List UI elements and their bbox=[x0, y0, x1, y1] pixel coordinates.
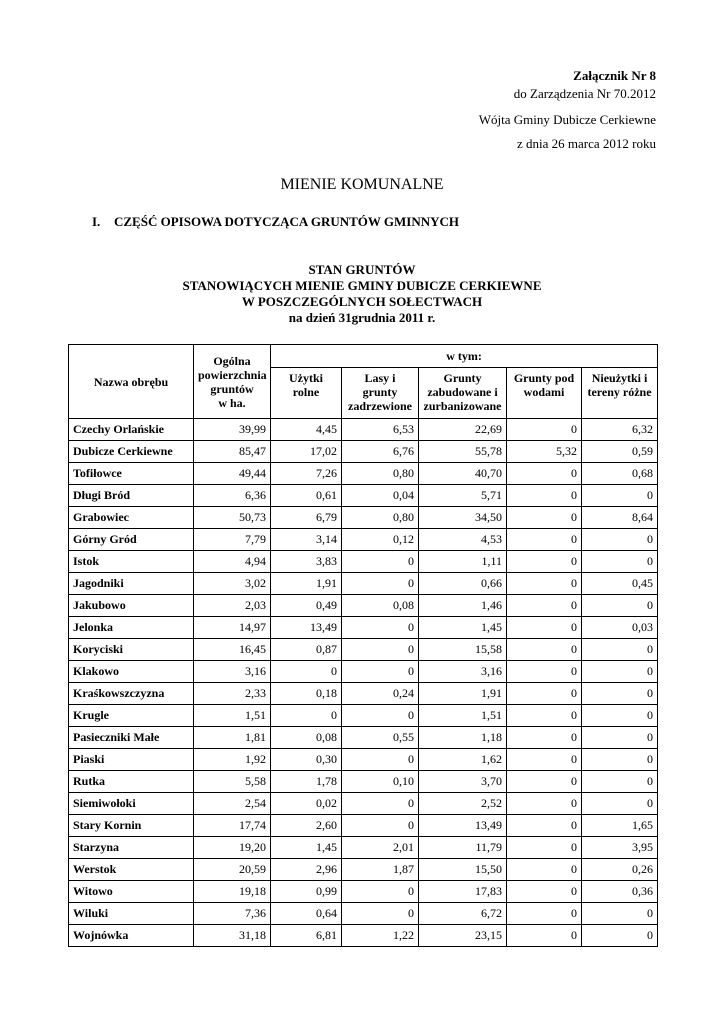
cell-built-up: 55,78 bbox=[419, 441, 507, 463]
cell-forest: 0 bbox=[342, 793, 419, 815]
cell-forest: 0 bbox=[342, 573, 419, 595]
cell-name: Jagodniki bbox=[69, 573, 194, 595]
cell-name: Rutka bbox=[69, 771, 194, 793]
cell-forest: 0 bbox=[342, 617, 419, 639]
cell-name: Krugle bbox=[69, 705, 194, 727]
cell-total: 14,97 bbox=[194, 617, 271, 639]
cell-name: Istok bbox=[69, 551, 194, 573]
cell-wasteland: 0,59 bbox=[582, 441, 658, 463]
table-row bbox=[69, 507, 658, 529]
cell-agricultural: 7,26 bbox=[271, 463, 342, 485]
cell-forest: 0 bbox=[342, 749, 419, 771]
cell-total: 3,02 bbox=[194, 573, 271, 595]
cell-agricultural: 0,87 bbox=[271, 639, 342, 661]
table-row bbox=[69, 441, 658, 463]
cell-agricultural: 4,45 bbox=[271, 419, 342, 441]
cell-built-up: 1,18 bbox=[419, 727, 507, 749]
annex-number: Załącznik Nr 8 bbox=[573, 68, 656, 83]
cell-wasteland: 0 bbox=[582, 551, 658, 573]
cell-wasteland: 0 bbox=[582, 749, 658, 771]
cell-total: 2,54 bbox=[194, 793, 271, 815]
cell-total: 5,58 bbox=[194, 771, 271, 793]
page-title: MIENIE KOMUNALNE bbox=[280, 176, 444, 193]
cell-agricultural: 0,30 bbox=[271, 749, 342, 771]
cell-water: 0 bbox=[507, 529, 582, 551]
cell-water: 0 bbox=[507, 573, 582, 595]
cell-built-up: 1,91 bbox=[419, 683, 507, 705]
cell-agricultural: 3,83 bbox=[271, 551, 342, 573]
cell-built-up: 22,69 bbox=[419, 419, 507, 441]
table-row bbox=[69, 815, 658, 837]
table-title-line: STANOWIĄCYCH MIENIE GMINY DUBICZE CERKIEWNE bbox=[182, 278, 542, 293]
table-row bbox=[69, 529, 658, 551]
cell-agricultural: 0 bbox=[271, 661, 342, 683]
cell-name: Górny Gród bbox=[69, 529, 194, 551]
table-row bbox=[69, 595, 658, 617]
table-row bbox=[69, 705, 658, 727]
table-row bbox=[69, 485, 658, 507]
cell-wasteland: 1,65 bbox=[582, 815, 658, 837]
cell-total: 2,33 bbox=[194, 683, 271, 705]
cell-forest: 0 bbox=[342, 551, 419, 573]
cell-wasteland: 8,64 bbox=[582, 507, 658, 529]
cell-total: 2,03 bbox=[194, 595, 271, 617]
cell-agricultural: 0,18 bbox=[271, 683, 342, 705]
cell-name: Grabowiec bbox=[69, 507, 194, 529]
cell-water: 0 bbox=[507, 925, 582, 947]
col-header-forest: Lasy i grunty zadrzewione bbox=[342, 368, 419, 419]
cell-total: 1,51 bbox=[194, 705, 271, 727]
cell-built-up: 17,83 bbox=[419, 881, 507, 903]
cell-total: 17,74 bbox=[194, 815, 271, 837]
cell-forest: 0,04 bbox=[342, 485, 419, 507]
cell-name: Klakowo bbox=[69, 661, 194, 683]
cell-water: 0 bbox=[507, 463, 582, 485]
cell-wasteland: 6,32 bbox=[582, 419, 658, 441]
land-table bbox=[68, 344, 658, 947]
cell-water: 0 bbox=[507, 485, 582, 507]
cell-name: Czechy Orlańskie bbox=[69, 419, 194, 441]
cell-built-up: 40,70 bbox=[419, 463, 507, 485]
cell-built-up: 11,79 bbox=[419, 837, 507, 859]
cell-water: 0 bbox=[507, 793, 582, 815]
cell-total: 16,45 bbox=[194, 639, 271, 661]
cell-water: 0 bbox=[507, 771, 582, 793]
cell-agricultural: 0,64 bbox=[271, 903, 342, 925]
cell-forest: 0 bbox=[342, 639, 419, 661]
cell-forest: 0 bbox=[342, 815, 419, 837]
cell-forest: 0 bbox=[342, 705, 419, 727]
col-header-water: Grunty pod wodami bbox=[507, 368, 582, 419]
cell-water: 0 bbox=[507, 727, 582, 749]
cell-wasteland: 0 bbox=[582, 925, 658, 947]
section-heading bbox=[92, 214, 459, 230]
col-header-built-up: Grunty zabudowane i zurbanizowane bbox=[419, 368, 507, 419]
table-row bbox=[69, 727, 658, 749]
cell-built-up: 3,70 bbox=[419, 771, 507, 793]
cell-wasteland: 0 bbox=[582, 661, 658, 683]
col-header-total: Ogólna powierzchnia gruntów w ha. bbox=[194, 345, 271, 419]
table-title-line: STAN GRUNTÓW bbox=[308, 262, 416, 277]
cell-forest: 0 bbox=[342, 903, 419, 925]
cell-built-up: 1,11 bbox=[419, 551, 507, 573]
cell-water: 0 bbox=[507, 639, 582, 661]
cell-water: 5,32 bbox=[507, 441, 582, 463]
cell-agricultural: 1,45 bbox=[271, 837, 342, 859]
cell-agricultural: 1,78 bbox=[271, 771, 342, 793]
cell-wasteland: 0,68 bbox=[582, 463, 658, 485]
cell-wasteland: 0 bbox=[582, 595, 658, 617]
cell-forest: 0 bbox=[342, 661, 419, 683]
cell-built-up: 0,66 bbox=[419, 573, 507, 595]
cell-built-up: 6,72 bbox=[419, 903, 507, 925]
cell-built-up: 23,15 bbox=[419, 925, 507, 947]
cell-agricultural: 13,49 bbox=[271, 617, 342, 639]
cell-forest: 6,53 bbox=[342, 419, 419, 441]
cell-name: Wiluki bbox=[69, 903, 194, 925]
cell-wasteland: 0 bbox=[582, 727, 658, 749]
cell-agricultural: 0,08 bbox=[271, 727, 342, 749]
cell-name: Tofiłowce bbox=[69, 463, 194, 485]
cell-forest: 1,22 bbox=[342, 925, 419, 947]
cell-water: 0 bbox=[507, 661, 582, 683]
cell-wasteland: 0,36 bbox=[582, 881, 658, 903]
cell-forest: 2,01 bbox=[342, 837, 419, 859]
cell-name: Stary Kornin bbox=[69, 815, 194, 837]
cell-wasteland: 0 bbox=[582, 793, 658, 815]
cell-total: 7,36 bbox=[194, 903, 271, 925]
cell-agricultural: 0,02 bbox=[271, 793, 342, 815]
cell-built-up: 15,58 bbox=[419, 639, 507, 661]
cell-total: 19,20 bbox=[194, 837, 271, 859]
cell-built-up: 34,50 bbox=[419, 507, 507, 529]
cell-total: 19,18 bbox=[194, 881, 271, 903]
cell-forest: 0 bbox=[342, 881, 419, 903]
table-row bbox=[69, 837, 658, 859]
cell-built-up: 1,62 bbox=[419, 749, 507, 771]
cell-name: Werstok bbox=[69, 859, 194, 881]
cell-water: 0 bbox=[507, 749, 582, 771]
cell-built-up: 15,50 bbox=[419, 859, 507, 881]
cell-water: 0 bbox=[507, 815, 582, 837]
table-row bbox=[69, 617, 658, 639]
cell-total: 1,81 bbox=[194, 727, 271, 749]
cell-forest: 0,12 bbox=[342, 529, 419, 551]
cell-built-up: 1,51 bbox=[419, 705, 507, 727]
table-title-line: W POSZCZEGÓLNYCH SOŁECTWACH bbox=[241, 294, 483, 309]
cell-total: 4,94 bbox=[194, 551, 271, 573]
cell-water: 0 bbox=[507, 859, 582, 881]
cell-total: 85,47 bbox=[194, 441, 271, 463]
table-row bbox=[69, 881, 658, 903]
cell-forest: 0,08 bbox=[342, 595, 419, 617]
cell-wasteland: 3,95 bbox=[582, 837, 658, 859]
table-row bbox=[69, 573, 658, 595]
cell-name: Witowo bbox=[69, 881, 194, 903]
table-row bbox=[69, 903, 658, 925]
cell-total: 49,44 bbox=[194, 463, 271, 485]
cell-name: Wojnówka bbox=[69, 925, 194, 947]
cell-wasteland: 0 bbox=[582, 529, 658, 551]
col-header-group: w tym: bbox=[271, 345, 658, 368]
cell-total: 31,18 bbox=[194, 925, 271, 947]
cell-built-up: 1,46 bbox=[419, 595, 507, 617]
cell-agricultural: 1,91 bbox=[271, 573, 342, 595]
cell-name: Dubicze Cerkiewne bbox=[69, 441, 194, 463]
table-row bbox=[69, 639, 658, 661]
cell-name: Piaski bbox=[69, 749, 194, 771]
table-row bbox=[69, 859, 658, 881]
cell-name: Starzyna bbox=[69, 837, 194, 859]
cell-water: 0 bbox=[507, 837, 582, 859]
cell-agricultural: 2,96 bbox=[271, 859, 342, 881]
table-row bbox=[69, 925, 658, 947]
cell-name: Koryciski bbox=[69, 639, 194, 661]
col-header-name: Nazwa obrębu bbox=[69, 345, 194, 419]
cell-built-up: 4,53 bbox=[419, 529, 507, 551]
cell-water: 0 bbox=[507, 595, 582, 617]
cell-built-up: 1,45 bbox=[419, 617, 507, 639]
cell-water: 0 bbox=[507, 705, 582, 727]
ordinance-reference: do Zarządzenia Nr 70.2012 bbox=[513, 86, 656, 101]
cell-total: 3,16 bbox=[194, 661, 271, 683]
cell-agricultural: 2,60 bbox=[271, 815, 342, 837]
cell-forest: 6,76 bbox=[342, 441, 419, 463]
cell-name: Kraśkowszczyzna bbox=[69, 683, 194, 705]
cell-name: Pasieczniki Małe bbox=[69, 727, 194, 749]
cell-forest: 0,80 bbox=[342, 463, 419, 485]
cell-wasteland: 0 bbox=[582, 903, 658, 925]
cell-wasteland: 0,26 bbox=[582, 859, 658, 881]
cell-agricultural: 3,14 bbox=[271, 529, 342, 551]
cell-water: 0 bbox=[507, 507, 582, 529]
cell-built-up: 3,16 bbox=[419, 661, 507, 683]
cell-forest: 0,24 bbox=[342, 683, 419, 705]
cell-water: 0 bbox=[507, 683, 582, 705]
cell-name: Siemiwołoki bbox=[69, 793, 194, 815]
cell-total: 6,36 bbox=[194, 485, 271, 507]
cell-total: 1,92 bbox=[194, 749, 271, 771]
cell-wasteland: 0,45 bbox=[582, 573, 658, 595]
cell-water: 0 bbox=[507, 419, 582, 441]
table-row bbox=[69, 793, 658, 815]
section-number: I. bbox=[92, 214, 101, 229]
cell-name: Jakubowo bbox=[69, 595, 194, 617]
table-row bbox=[69, 463, 658, 485]
cell-agricultural: 0 bbox=[271, 705, 342, 727]
cell-water: 0 bbox=[507, 617, 582, 639]
cell-built-up: 13,49 bbox=[419, 815, 507, 837]
cell-name: Jelonka bbox=[69, 617, 194, 639]
issue-date: z dnia 26 marca 2012 roku bbox=[517, 136, 656, 151]
cell-water: 0 bbox=[507, 881, 582, 903]
cell-agricultural: 0,61 bbox=[271, 485, 342, 507]
cell-forest: 1,87 bbox=[342, 859, 419, 881]
table-row bbox=[69, 771, 658, 793]
table-title-date: na dzień 31grudnia 2011 r. bbox=[288, 310, 436, 325]
cell-built-up: 5,71 bbox=[419, 485, 507, 507]
cell-forest: 0,10 bbox=[342, 771, 419, 793]
cell-name: Długi Bród bbox=[69, 485, 194, 507]
section-text: CZĘŚĆ OPISOWA DOTYCZĄCA GRUNTÓW GMINNYCH bbox=[114, 214, 460, 229]
cell-built-up: 2,52 bbox=[419, 793, 507, 815]
table-row bbox=[69, 749, 658, 771]
cell-total: 20,59 bbox=[194, 859, 271, 881]
cell-forest: 0,80 bbox=[342, 507, 419, 529]
table-row bbox=[69, 419, 658, 441]
cell-agricultural: 0,49 bbox=[271, 595, 342, 617]
table-row bbox=[69, 683, 658, 705]
cell-forest: 0,55 bbox=[342, 727, 419, 749]
cell-wasteland: 0 bbox=[582, 705, 658, 727]
table-row bbox=[69, 551, 658, 573]
cell-water: 0 bbox=[507, 903, 582, 925]
cell-agricultural: 6,81 bbox=[271, 925, 342, 947]
table-title bbox=[0, 262, 724, 326]
cell-wasteland: 0 bbox=[582, 485, 658, 507]
cell-total: 50,73 bbox=[194, 507, 271, 529]
cell-agricultural: 0,99 bbox=[271, 881, 342, 903]
col-header-wasteland: Nieużytki i tereny różne bbox=[582, 368, 658, 419]
cell-wasteland: 0,03 bbox=[582, 617, 658, 639]
col-header-agricultural: Użytki rolne bbox=[271, 368, 342, 419]
cell-wasteland: 0 bbox=[582, 771, 658, 793]
cell-total: 7,79 bbox=[194, 529, 271, 551]
cell-total: 39,99 bbox=[194, 419, 271, 441]
cell-water: 0 bbox=[507, 551, 582, 573]
cell-agricultural: 17,02 bbox=[271, 441, 342, 463]
table-row bbox=[69, 661, 658, 683]
issuer: Wójta Gminy Dubicze Cerkiewne bbox=[478, 112, 656, 127]
cell-wasteland: 0 bbox=[582, 639, 658, 661]
cell-wasteland: 0 bbox=[582, 683, 658, 705]
cell-agricultural: 6,79 bbox=[271, 507, 342, 529]
